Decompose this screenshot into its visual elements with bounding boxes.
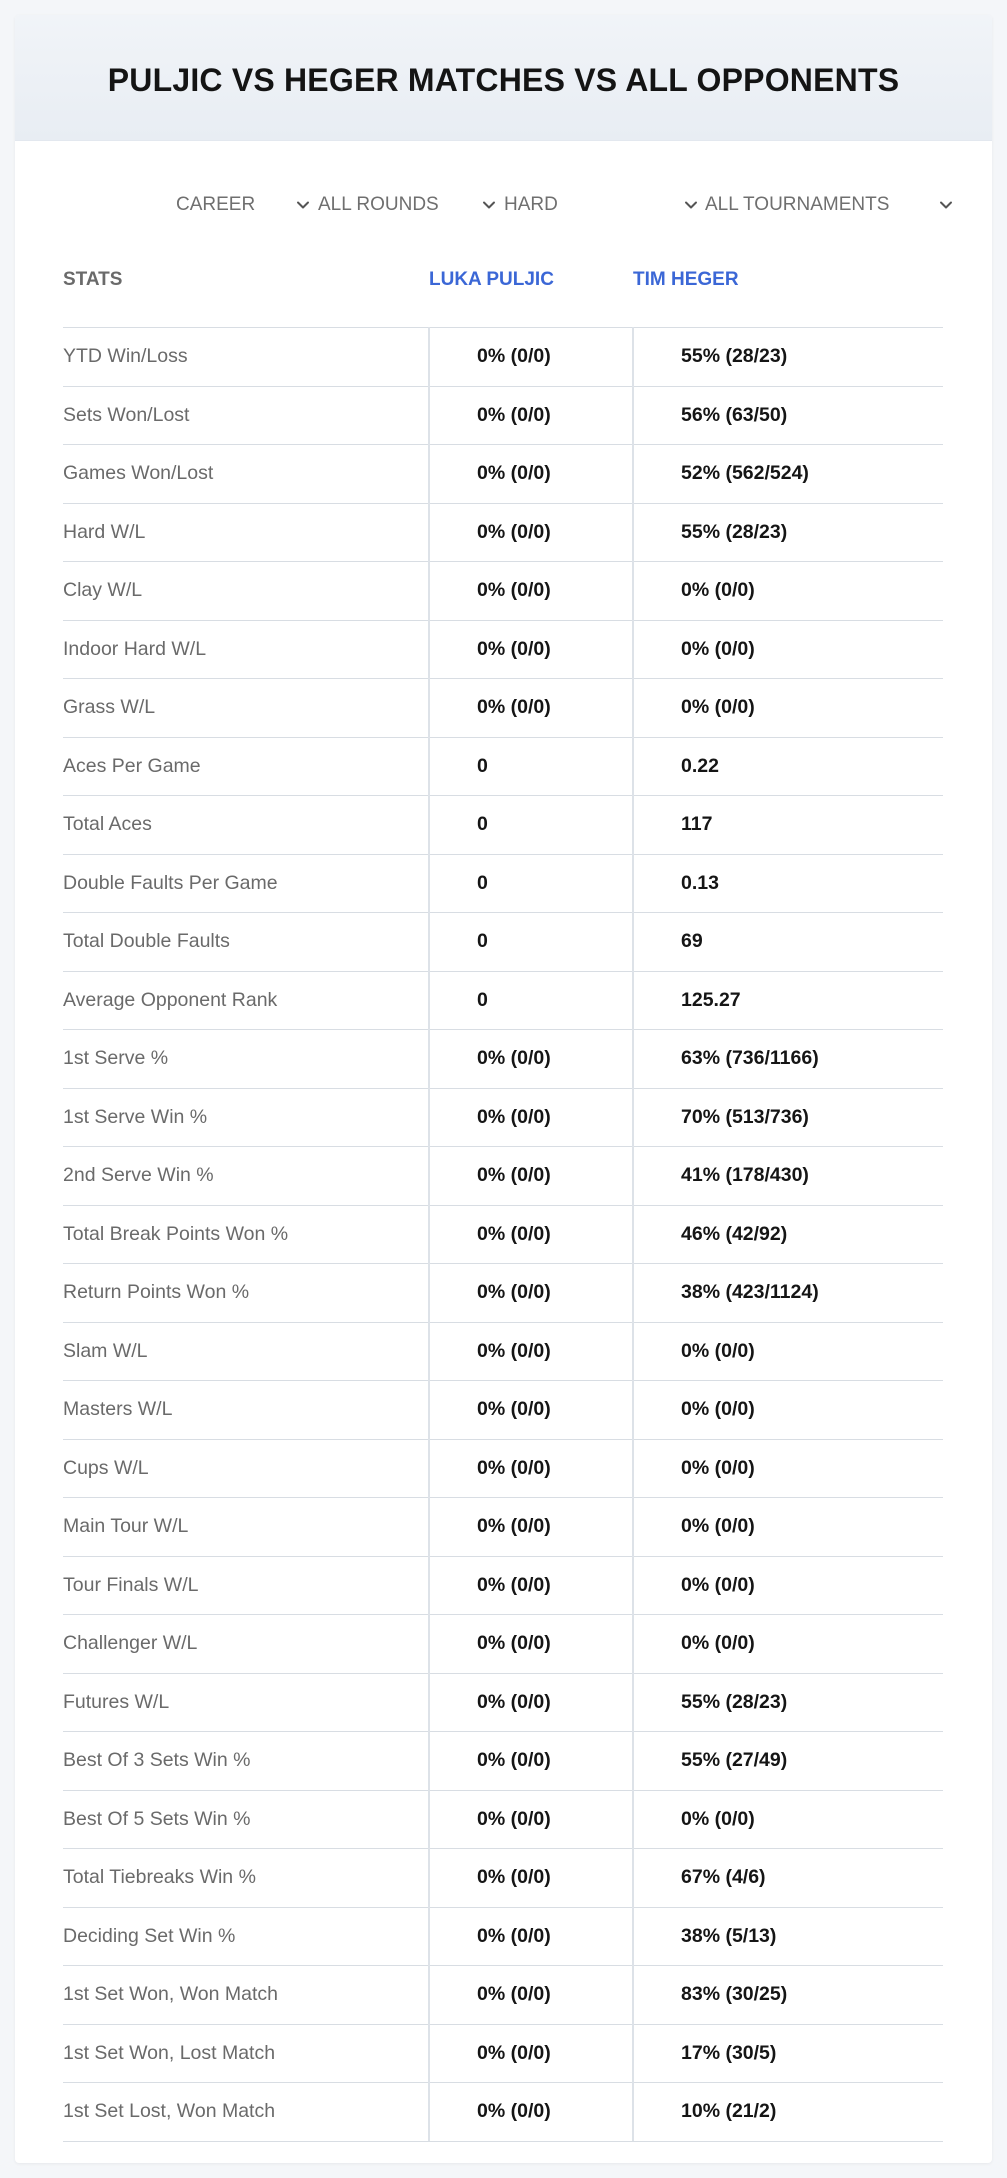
stat-label: YTD Win/Loss bbox=[63, 345, 188, 367]
stat-label: Main Tour W/L bbox=[63, 1515, 189, 1537]
player2-value: 0% (0/0) bbox=[681, 1632, 755, 1654]
rounds-filter-label: ALL ROUNDS bbox=[318, 194, 439, 215]
player2-value: 17% (30/5) bbox=[681, 2041, 777, 2064]
player2-link[interactable]: TIM HEGER bbox=[633, 269, 739, 290]
player2-value: 67% (4/6) bbox=[681, 1866, 766, 1888]
table-row bbox=[63, 1966, 943, 2025]
table-row bbox=[63, 738, 943, 797]
player1-value: 0% (0/0) bbox=[477, 1281, 551, 1303]
stat-label: Games Won/Lost bbox=[63, 462, 214, 484]
chevron-down-icon bbox=[294, 196, 312, 214]
player1-value: 0% (0/0) bbox=[477, 2041, 551, 2064]
player2-value: 0% (0/0) bbox=[681, 696, 755, 718]
stats-card bbox=[15, 15, 992, 2163]
player1-value: 0% (0/0) bbox=[477, 345, 551, 367]
table-row bbox=[63, 1264, 943, 1323]
player1-value: 0% (0/0) bbox=[477, 1983, 551, 2005]
column-divider bbox=[632, 327, 634, 2141]
stat-label: 1st Serve % bbox=[63, 1047, 169, 1069]
player1-value: 0% (0/0) bbox=[477, 1632, 551, 1654]
player1-value: 0% (0/0) bbox=[477, 1398, 551, 1420]
chevron-down-icon bbox=[937, 196, 955, 214]
stat-label: Return Points Won % bbox=[63, 1281, 250, 1303]
table-row bbox=[63, 387, 943, 446]
player1-value: 0% (0/0) bbox=[477, 1807, 551, 1830]
player1-value: 0% (0/0) bbox=[477, 637, 551, 660]
table-row bbox=[63, 913, 943, 972]
player2-value: 10% (21/2) bbox=[681, 2100, 777, 2122]
stat-label: Total Tiebreaks Win % bbox=[63, 1866, 256, 1888]
player1-value: 0% (0/0) bbox=[477, 1515, 551, 1537]
stat-label: Grass W/L bbox=[63, 696, 156, 718]
table-row bbox=[63, 562, 943, 621]
player1-value: 0 bbox=[477, 930, 488, 952]
player2-value: 0.13 bbox=[681, 871, 719, 894]
table-row bbox=[63, 2025, 943, 2084]
page-header bbox=[15, 15, 992, 141]
player2-value: 0% (0/0) bbox=[681, 1573, 755, 1596]
player2-value: 70% (513/736) bbox=[681, 1105, 809, 1128]
stat-label: 1st Set Won, Lost Match bbox=[63, 2041, 276, 2064]
table-row bbox=[63, 445, 943, 504]
player1-value: 0% (0/0) bbox=[477, 1339, 551, 1362]
stat-label: 1st Set Won, Won Match bbox=[63, 1983, 278, 2005]
player1-value: 0% (0/0) bbox=[477, 1456, 551, 1479]
player2-value: 0% (0/0) bbox=[681, 1339, 755, 1362]
player1-value: 0% (0/0) bbox=[477, 2100, 551, 2122]
player2-value: 41% (178/430) bbox=[681, 1164, 809, 1186]
table-row bbox=[63, 621, 943, 680]
tournaments-filter-select[interactable] bbox=[705, 187, 955, 223]
table-row bbox=[63, 504, 943, 563]
stat-label: Best Of 3 Sets Win % bbox=[63, 1749, 251, 1771]
stat-label: Total Aces bbox=[63, 813, 152, 835]
stat-label: Challenger W/L bbox=[63, 1632, 198, 1654]
table-body bbox=[63, 328, 943, 2142]
player1-value: 0% (0/0) bbox=[477, 462, 551, 484]
player2-value: 52% (562/524) bbox=[681, 462, 809, 484]
table-row bbox=[63, 796, 943, 855]
player1-value: 0% (0/0) bbox=[477, 1105, 551, 1128]
chevron-down-icon bbox=[682, 196, 700, 214]
player2-value: 55% (28/23) bbox=[681, 520, 788, 543]
player2-value: 69 bbox=[681, 930, 703, 952]
table-row bbox=[63, 1791, 943, 1850]
player2-value: 0% (0/0) bbox=[681, 1398, 755, 1420]
player2-value: 0% (0/0) bbox=[681, 579, 755, 601]
stat-label: Aces Per Game bbox=[63, 754, 201, 777]
player1-value: 0% (0/0) bbox=[477, 579, 551, 601]
chevron-down-icon bbox=[480, 196, 498, 214]
stat-label: Sets Won/Lost bbox=[63, 403, 190, 426]
player2-value: 55% (27/49) bbox=[681, 1749, 788, 1771]
table-row bbox=[63, 1498, 943, 1557]
player1-value: 0% (0/0) bbox=[477, 1866, 551, 1888]
table-row bbox=[63, 1440, 943, 1499]
surface-filter-label: HARD bbox=[504, 194, 558, 215]
filter-bar bbox=[15, 187, 992, 223]
table-row bbox=[63, 1206, 943, 1265]
stat-label: Hard W/L bbox=[63, 520, 146, 543]
player1-value: 0 bbox=[477, 871, 488, 894]
career-filter-label: CAREER bbox=[176, 194, 256, 215]
player2-value: 0% (0/0) bbox=[681, 637, 755, 660]
stat-label: Double Faults Per Game bbox=[63, 871, 278, 894]
stat-label: 1st Set Lost, Won Match bbox=[63, 2100, 276, 2122]
table-row bbox=[63, 1089, 943, 1148]
player2-value: 46% (42/92) bbox=[681, 1222, 788, 1245]
stat-label: Cups W/L bbox=[63, 1456, 149, 1479]
player2-value: 38% (5/13) bbox=[681, 1924, 777, 1947]
table-row bbox=[63, 1849, 943, 1908]
stat-label: 2nd Serve Win % bbox=[63, 1164, 214, 1186]
table-row bbox=[63, 328, 943, 387]
player1-value: 0% (0/0) bbox=[477, 1222, 551, 1245]
player1-value: 0% (0/0) bbox=[477, 1924, 551, 1947]
player1-value: 0 bbox=[477, 754, 488, 777]
player2-value: 0.22 bbox=[681, 754, 719, 777]
player1-value: 0% (0/0) bbox=[477, 1749, 551, 1771]
stat-label: Average Opponent Rank bbox=[63, 988, 278, 1011]
stat-label: Clay W/L bbox=[63, 579, 143, 601]
table-row bbox=[63, 2083, 943, 2142]
player1-value: 0 bbox=[477, 813, 488, 835]
column-divider bbox=[428, 327, 430, 2141]
player1-value: 0% (0/0) bbox=[477, 696, 551, 718]
table-row bbox=[63, 1323, 943, 1382]
stat-label: 1st Serve Win % bbox=[63, 1105, 208, 1128]
player1-value: 0% (0/0) bbox=[477, 520, 551, 543]
player2-value: 83% (30/25) bbox=[681, 1983, 788, 2005]
player1-value: 0 bbox=[477, 988, 488, 1011]
table-row bbox=[63, 1381, 943, 1440]
stat-label: Indoor Hard W/L bbox=[63, 637, 207, 660]
player1-value: 0% (0/0) bbox=[477, 1573, 551, 1596]
table-row bbox=[63, 1615, 943, 1674]
player2-value: 0% (0/0) bbox=[681, 1807, 755, 1830]
stat-label: Deciding Set Win % bbox=[63, 1924, 236, 1947]
table-row bbox=[63, 1908, 943, 1967]
table-row bbox=[63, 1732, 943, 1791]
player2-value: 55% (28/23) bbox=[681, 345, 788, 367]
table-row bbox=[63, 1674, 943, 1733]
player2-value: 117 bbox=[681, 813, 713, 835]
stat-label: Tour Finals W/L bbox=[63, 1573, 199, 1596]
career-filter-select[interactable] bbox=[176, 187, 312, 223]
stat-label: Masters W/L bbox=[63, 1398, 173, 1420]
player1-link[interactable]: LUKA PULJIC bbox=[429, 269, 554, 290]
player1-value: 0% (0/0) bbox=[477, 403, 551, 426]
player2-value: 55% (28/23) bbox=[681, 1690, 788, 1713]
stats-column-header: STATS bbox=[63, 269, 123, 290]
player2-value: 0% (0/0) bbox=[681, 1456, 755, 1479]
tournaments-filter-label: ALL TOURNAMENTS bbox=[705, 194, 890, 215]
stat-label: Total Break Points Won % bbox=[63, 1222, 289, 1245]
page-title: PULJIC VS HEGER MATCHES VS ALL OPPONENTS bbox=[107, 62, 900, 98]
table-row bbox=[63, 855, 943, 914]
table-row bbox=[63, 1030, 943, 1089]
rounds-filter-select[interactable] bbox=[318, 187, 498, 223]
stat-label: Futures W/L bbox=[63, 1690, 170, 1713]
table-header bbox=[63, 255, 943, 328]
stat-label: Best Of 5 Sets Win % bbox=[63, 1807, 251, 1830]
player2-value: 56% (63/50) bbox=[681, 403, 788, 426]
player1-value: 0% (0/0) bbox=[477, 1047, 551, 1069]
stat-label: Slam W/L bbox=[63, 1339, 148, 1362]
player2-value: 0% (0/0) bbox=[681, 1515, 755, 1537]
table-row bbox=[63, 972, 943, 1031]
table-row bbox=[63, 1557, 943, 1616]
player2-value: 125.27 bbox=[681, 988, 741, 1011]
stats-table bbox=[63, 255, 943, 2142]
player1-value: 0% (0/0) bbox=[477, 1164, 551, 1186]
player2-value: 63% (736/1166) bbox=[681, 1047, 819, 1069]
surface-filter-select[interactable] bbox=[504, 187, 700, 223]
player1-value: 0% (0/0) bbox=[477, 1690, 551, 1713]
player2-value: 38% (423/1124) bbox=[681, 1281, 819, 1303]
stat-label: Total Double Faults bbox=[63, 930, 230, 952]
table-row bbox=[63, 679, 943, 738]
table-row bbox=[63, 1147, 943, 1206]
